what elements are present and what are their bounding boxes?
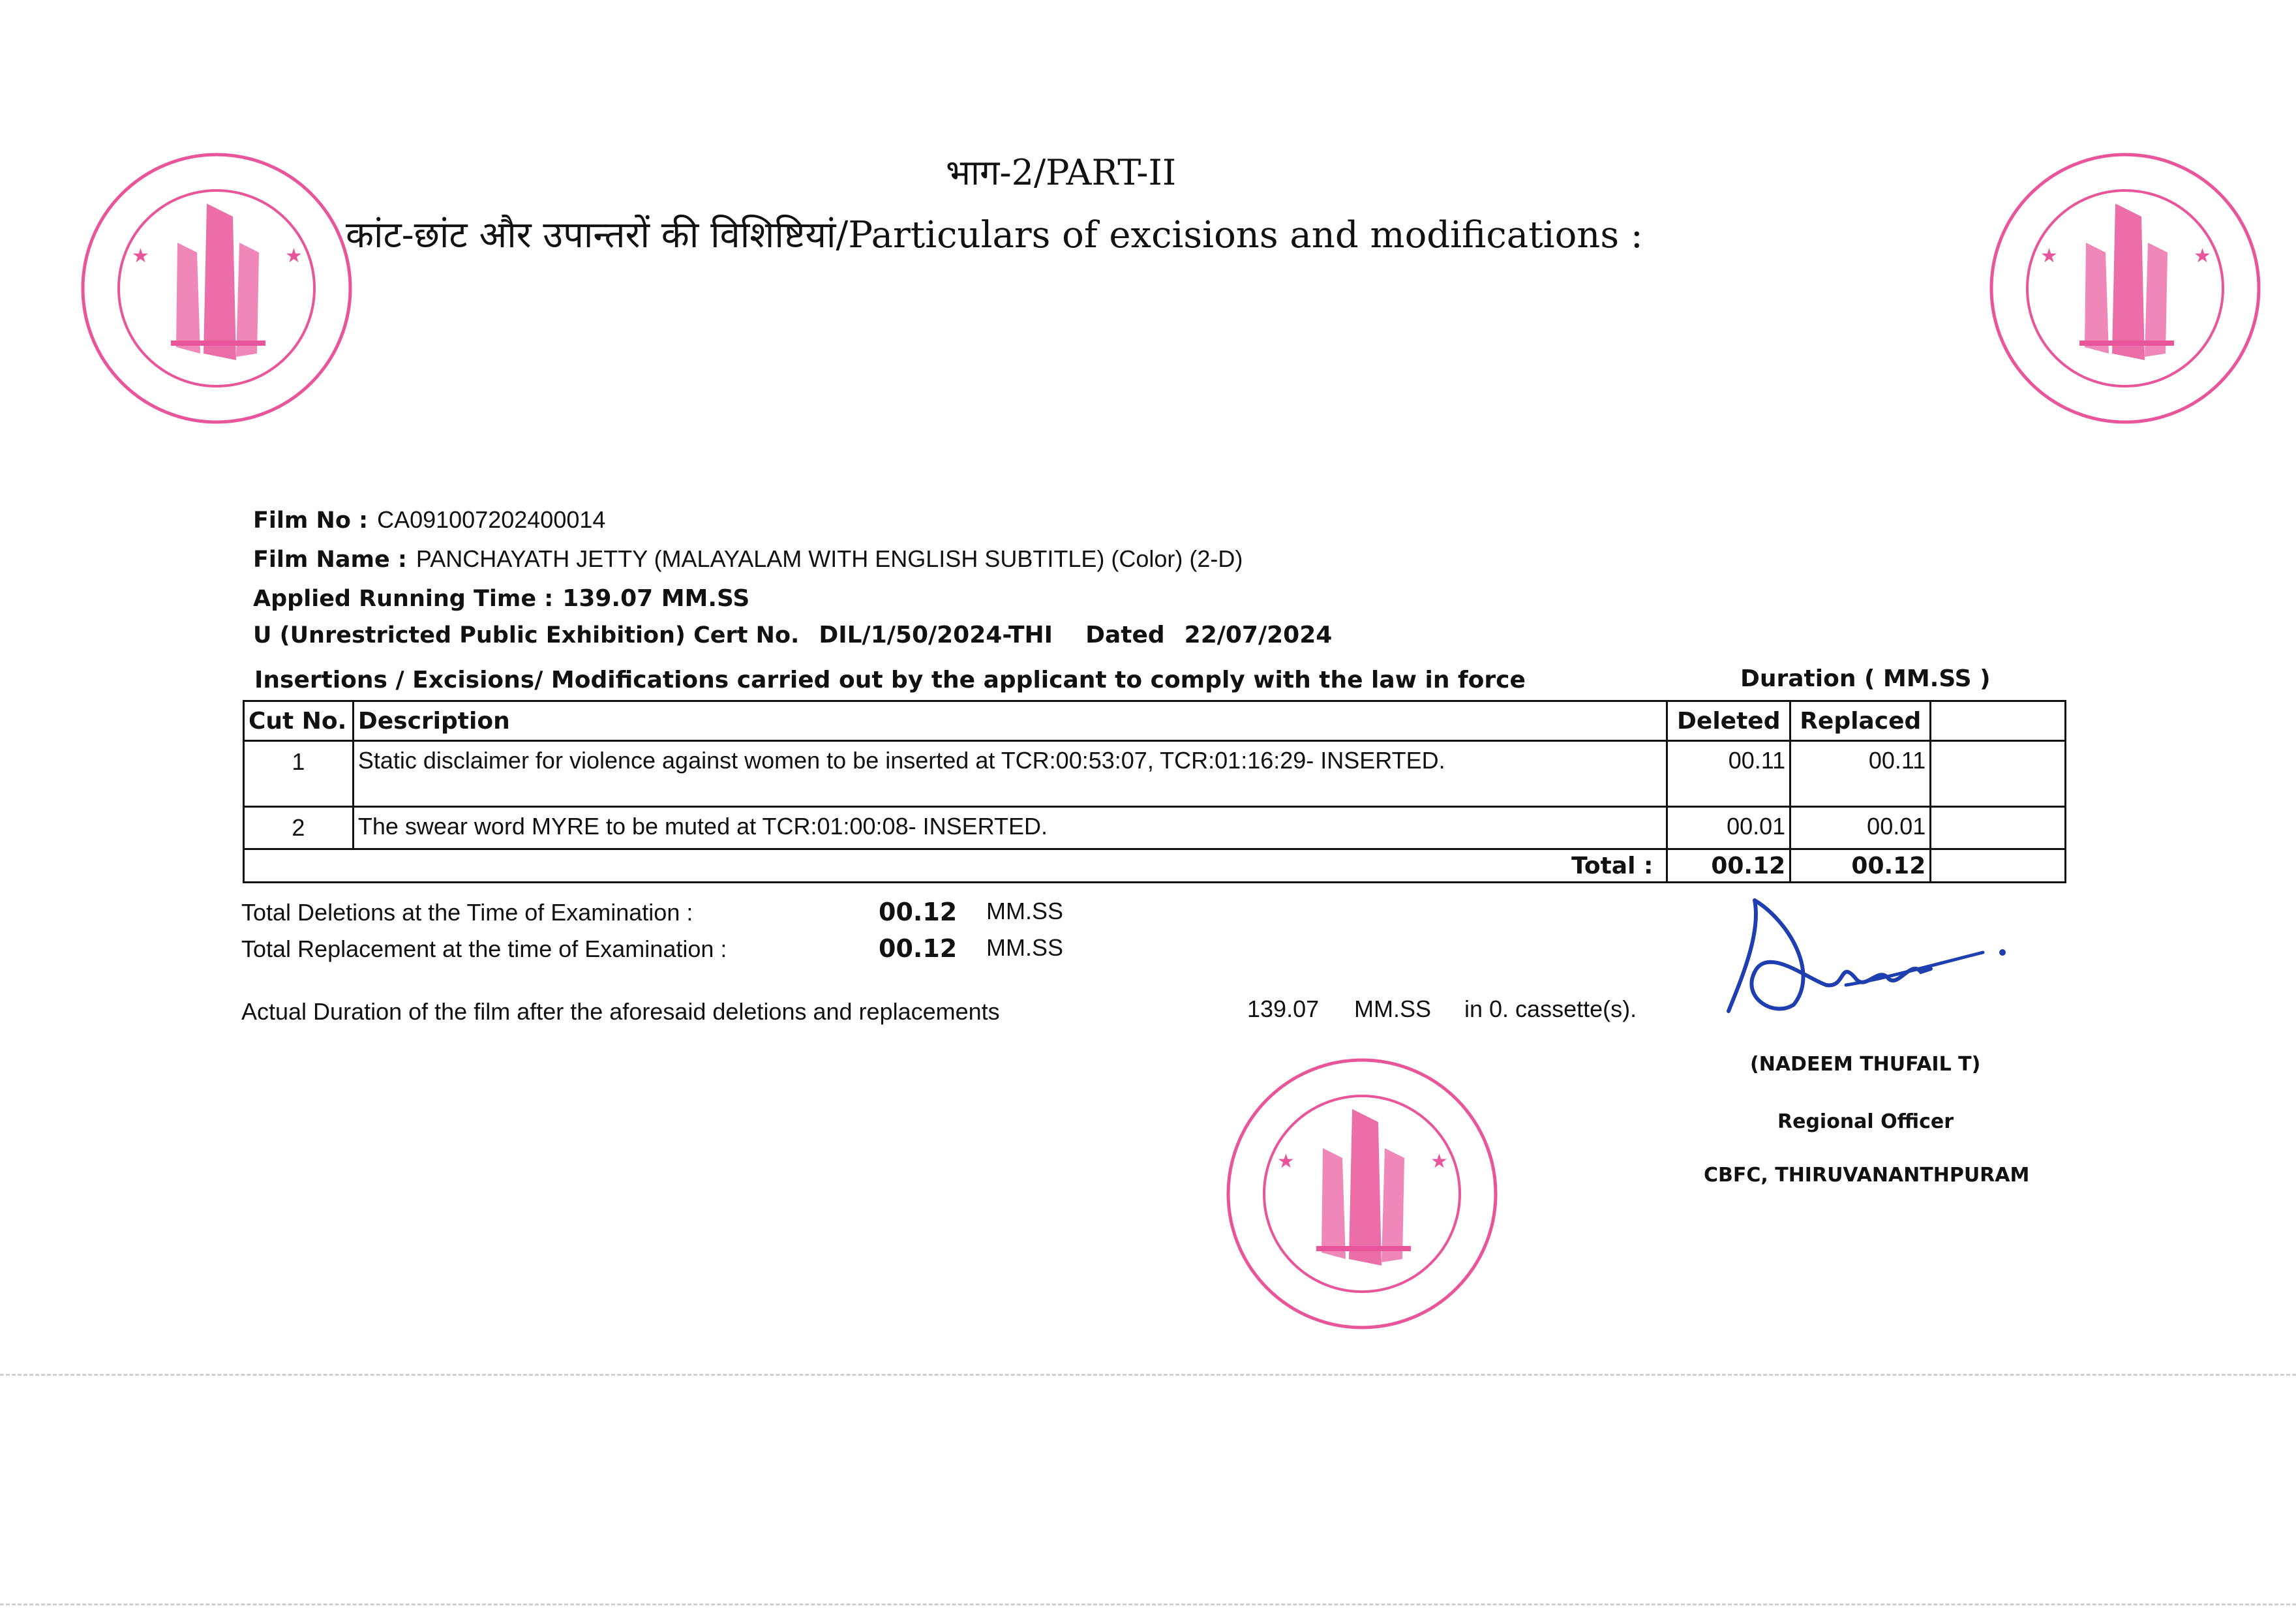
- film-name-value: PANCHAYATH JETTY (MALAYALAM WITH ENGLISH SUBTITLE) (Color) (2-D): [415, 545, 1243, 572]
- signatory-name: (NADEEM THUFAIL T): [1750, 1053, 1981, 1076]
- running-time-value: 139.07 MM.SS: [562, 585, 750, 612]
- total-replaced: 00.12: [1790, 849, 1931, 883]
- deletions-unit: MM.SS: [986, 898, 1064, 924]
- svg-text:★: ★: [1430, 1150, 1448, 1173]
- cut-deleted: 00.11: [1667, 741, 1790, 807]
- total-deleted: 00.12: [1667, 849, 1790, 883]
- actual-duration-unit: MM.SS: [1354, 995, 1432, 1022]
- running-time-line: [253, 585, 749, 612]
- cbfc-seal-icon: [1982, 145, 2269, 432]
- cut-deleted: 00.01: [1667, 807, 1790, 849]
- running-time-label: Applied Running Time :: [253, 586, 554, 612]
- actual-duration-label: Actual Duration of the film after the aforesaid deletions and replacements: [241, 998, 1000, 1025]
- cbfc-stamp-left: [73, 145, 360, 432]
- film-no-line: [253, 506, 605, 534]
- dated-value: 22/07/2024: [1184, 622, 1333, 648]
- film-name-label: Film Name :: [253, 547, 407, 573]
- table-row: [244, 807, 2066, 849]
- svg-text:★: ★: [2194, 245, 2211, 267]
- replacement-summary: [241, 935, 727, 963]
- total-label: Total :: [244, 849, 1667, 883]
- col-empty-header: [1931, 701, 2066, 741]
- cut-description: The swear word MYRE to be muted at TCR:01:00:08- INSERTED.: [353, 807, 1667, 849]
- col-desc-header: Description: [353, 701, 1667, 741]
- cassette-text: in 0. cassette(s).: [1464, 995, 1637, 1022]
- cbfc-stamp-right: [1982, 145, 2269, 432]
- col-replaced-header: Replaced: [1790, 701, 1931, 741]
- svg-text:★: ★: [132, 245, 149, 267]
- cut-empty: [1931, 741, 2066, 807]
- svg-text:★: ★: [2040, 245, 2058, 267]
- handwritten-signature-icon: [1715, 881, 2016, 1024]
- col-cut-header: Cut No.: [244, 701, 354, 741]
- signature: [1715, 881, 2016, 1024]
- cert-line: [253, 621, 1332, 648]
- replacement-unit: MM.SS: [986, 934, 1064, 961]
- cut-replaced: 00.01: [1790, 807, 1931, 849]
- cut-empty: [1931, 807, 2066, 849]
- svg-text:★: ★: [285, 245, 303, 267]
- signatory-title: Regional Officer: [1777, 1110, 1954, 1133]
- duration-heading: Duration ( MM.SS ): [1740, 665, 1991, 692]
- cbfc-seal-icon: [73, 145, 360, 432]
- deletions-summary: [241, 899, 693, 926]
- actual-duration-value: 139.07: [1247, 995, 1320, 1022]
- cut-replaced: 00.11: [1790, 741, 1931, 807]
- cbfc-stamp-bottom: [1218, 1050, 1505, 1337]
- part-heading: भाग-2/PART-II: [946, 152, 1177, 193]
- dated-label: Dated: [1085, 622, 1165, 648]
- deletions-value: 00.12: [879, 898, 958, 926]
- col-deleted-header: Deleted: [1667, 701, 1790, 741]
- svg-text:★: ★: [1277, 1150, 1295, 1173]
- table-row: [244, 741, 2066, 807]
- film-no-label: Film No :: [253, 508, 369, 534]
- cert-value: DIL/1/50/2024-THI: [819, 622, 1053, 648]
- replacement-label: Total Replacement at the time of Examination :: [241, 935, 727, 962]
- film-no-value: CA091007202400014: [377, 506, 606, 533]
- cut-description: Static disclaimer for violence against women to be inserted at TCR:00:53:07, TCR:01:16:29- INSERTED.: [353, 741, 1667, 807]
- total-empty: [1931, 849, 2066, 883]
- deletions-label: Total Deletions at the Time of Examination :: [241, 899, 693, 926]
- signatory-office: CBFC, THIRUVANANTHPURAM: [1704, 1164, 2030, 1187]
- divider-line: [0, 1374, 2296, 1376]
- cut-number: 1: [244, 741, 354, 807]
- table-total-row: [244, 849, 2066, 883]
- table-heading: Insertions / Excisions/ Modifications carried out by the applicant to comply with the law in force: [254, 667, 1526, 693]
- particulars-heading: कांट-छांट और उपान्तरों की विशिष्टियां/Particulars of excisions and modifications :: [346, 214, 1643, 256]
- cert-label: U (Unrestricted Public Exhibition) Cert No.: [253, 622, 800, 648]
- cbfc-seal-icon: [1218, 1050, 1505, 1337]
- table-header-row: [244, 701, 2066, 741]
- divider-line: [0, 1603, 2296, 1605]
- film-name-line: [253, 545, 1243, 573]
- cuts-table: [243, 700, 2066, 883]
- replacement-value: 00.12: [879, 934, 958, 963]
- cut-number: 2: [244, 807, 354, 849]
